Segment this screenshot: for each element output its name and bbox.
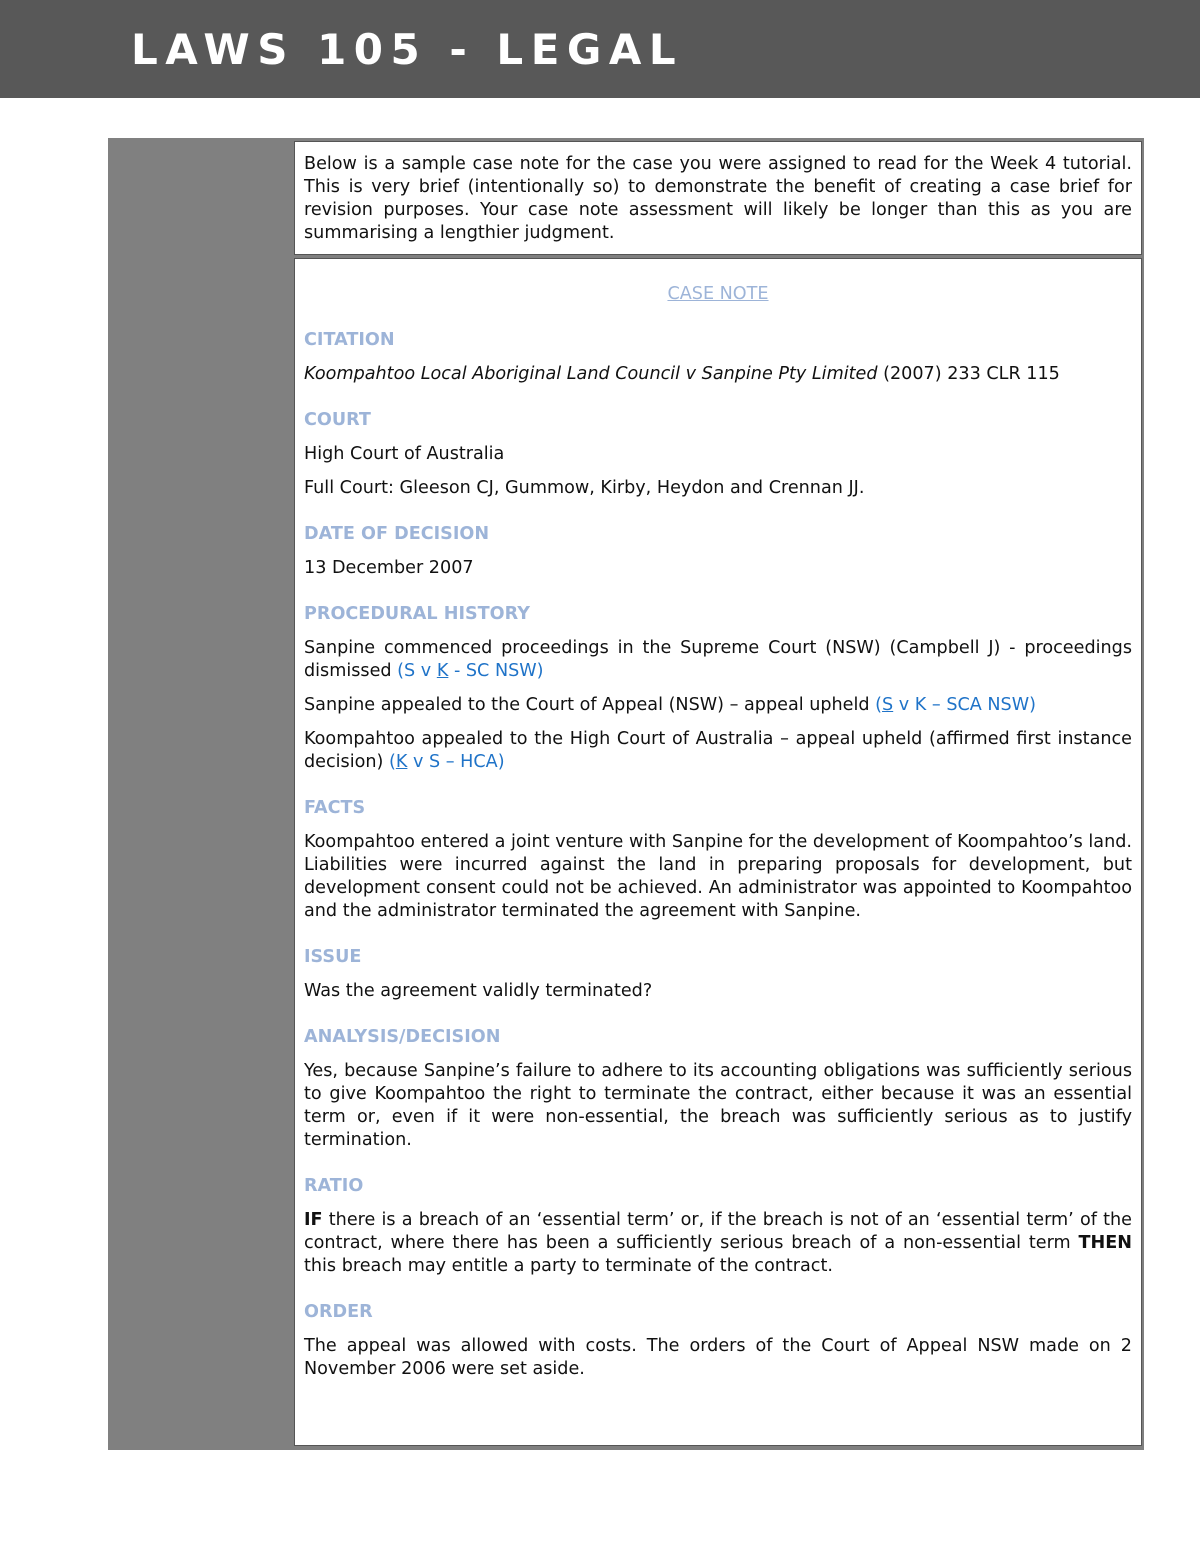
court-bench: Full Court: Gleeson CJ, Gummow, Kirby, Heydon and Crennan JJ.	[304, 478, 865, 498]
procedural-history-item	[304, 728, 1132, 774]
link-pre: (	[388, 752, 396, 772]
link-underlined: K	[395, 752, 408, 772]
procedural-history-text: Sanpine appealed to the Court of Appeal (NSW) – appeal upheld	[304, 695, 876, 715]
case-reference-link[interactable]	[875, 695, 1036, 715]
analysis-text: Yes, because Sanpine’s failure to adhere to its accounting obligations was sufficiently serious to give Koompahtoo the right to terminate the contract, either because it was an essential term or, even if it were non-essential, the breach was sufficiently serious as to justify termination.	[304, 1061, 1132, 1150]
citation-text	[304, 363, 1132, 386]
facts-heading: FACTS	[304, 798, 366, 818]
case-note-box	[294, 258, 1142, 1446]
link-post: v K – SCA NSW)	[893, 695, 1036, 715]
ratio-heading: RATIO	[304, 1176, 364, 1196]
link-pre: (	[875, 695, 883, 715]
ratio-if: IF	[304, 1210, 323, 1230]
facts-text: Koompahtoo entered a joint venture with Sanpine for the development of Koompahtoo’s land. Liabilities were incurred against the land in preparing proposals for development, but development consent could not be achieved. An administrator was appointed to Koompahtoo and the administrator terminated the agreement with Sanpine.	[304, 832, 1132, 921]
link-underlined: K	[436, 661, 449, 681]
court-name: High Court of Australia	[304, 444, 505, 464]
analysis-heading: ANALYSIS/DECISION	[304, 1027, 501, 1047]
procedural-history-text: Koompahtoo appealed to the High Court of Australia – appeal upheld (affirmed first instance decision)	[304, 729, 1132, 772]
link-underlined: S	[882, 695, 894, 715]
course-title: LAWS 105 - LEGAL	[131, 25, 684, 74]
issue-text: Was the agreement validly terminated?	[304, 981, 653, 1001]
case-reference-link[interactable]	[397, 661, 543, 681]
citation-reference: (2007) 233 CLR 115	[877, 364, 1060, 384]
left-margin-panel	[108, 138, 294, 1450]
date-heading: DATE OF DECISION	[304, 524, 490, 544]
ratio-part2: this breach may entitle a party to terminate of the contract.	[304, 1256, 833, 1276]
ratio-then: THEN	[1078, 1233, 1132, 1253]
case-reference-link[interactable]	[389, 752, 505, 772]
link-pre: (S v	[397, 661, 437, 681]
case-note-content	[304, 259, 1132, 1392]
procedural-history-heading: PROCEDURAL HISTORY	[304, 604, 530, 624]
intro-box	[294, 141, 1142, 255]
order-text: The appeal was allowed with costs. The orders of the Court of Appeal NSW made on 2 November 2006 were set aside.	[304, 1336, 1132, 1379]
ratio-text	[304, 1209, 1132, 1278]
procedural-history-item	[304, 694, 1132, 717]
order-heading: ORDER	[304, 1302, 373, 1322]
link-post: - SC NSW)	[448, 661, 544, 681]
case-note-title: CASE NOTE	[667, 284, 769, 304]
header-banner	[0, 0, 1200, 98]
court-heading: COURT	[304, 410, 371, 430]
procedural-history-text: Sanpine commenced proceedings in the Supreme Court (NSW) (Campbell J) - proceedings dismissed	[304, 638, 1132, 681]
ratio-part1: there is a breach of an ‘essential term’ or, if the breach is not of an ‘essential term’ of the contract, where there has been a sufficiently serious breach of a non-essential term	[304, 1210, 1132, 1253]
date-value: 13 December 2007	[304, 558, 474, 578]
issue-heading: ISSUE	[304, 947, 362, 967]
citation-heading: CITATION	[304, 330, 395, 350]
intro-text: Below is a sample case note for the case you were assigned to read for the Week 4 tutorial. This is very brief (intentionally so) to demonstrate the benefit of creating a case brief for revision purposes. Your case note assessment will likely be longer than this as you are summarising a lengthier judgment.	[304, 154, 1132, 243]
case-name: Koompahtoo Local Aboriginal Land Council v Sanpine Pty Limited	[304, 364, 878, 384]
procedural-history-item	[304, 637, 1132, 683]
link-post: v S – HCA)	[407, 752, 505, 772]
